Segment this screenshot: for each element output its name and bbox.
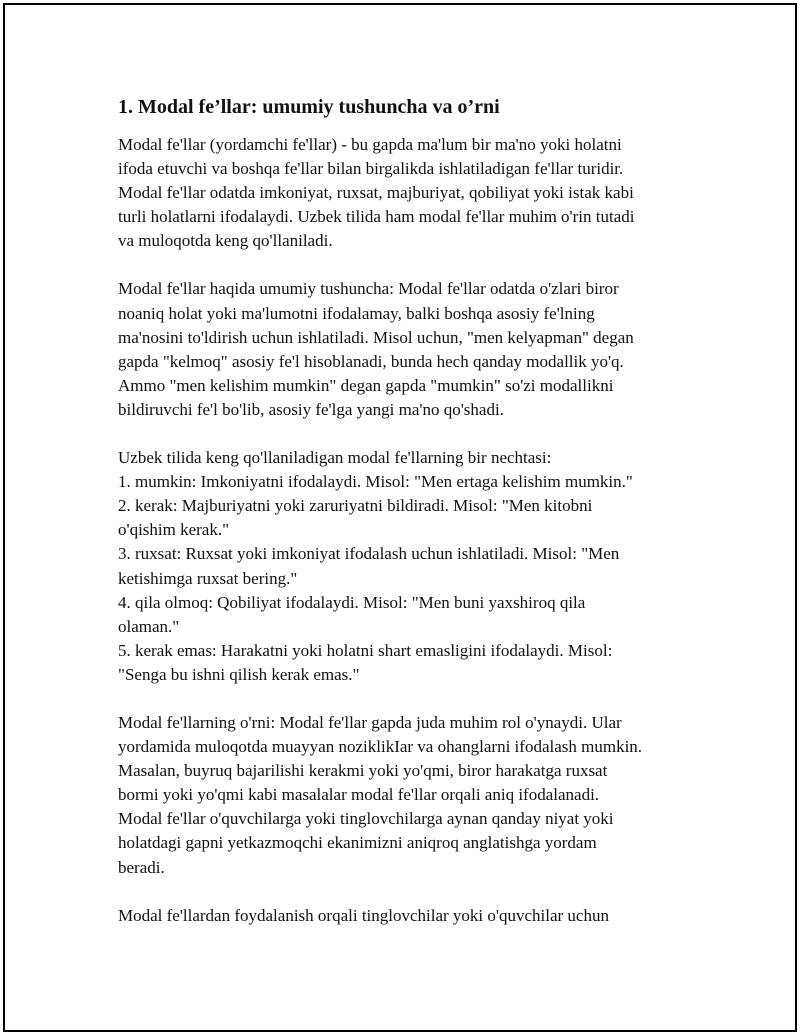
text-line: ketishimga ruxsat bering.": [118, 568, 298, 588]
paragraph-container: [118, 133, 698, 928]
text-line: gapda "kelmoq" asosiy fe'l hisoblanadi, bunda hech qanday modallik yo'q.: [118, 351, 624, 371]
text-line: 2. kerak: Majburiyatni yoki zaruriyatni bildiradi. Misol: "Men kitobni: [118, 496, 593, 516]
text-line: Ammo "men kelishim mumkin" degan gapda "mumkin" so'zi modallikni: [118, 375, 614, 395]
text-line: Modal fe'llardan foydalanish orqali tinglovchilar yoki o'quvchilar uchun: [118, 905, 609, 925]
text-line: ma'nosini to'ldirish uchun ishlatiladi. Misol uchun, "men kelyapman" degan: [118, 327, 634, 347]
text-line: Uzbek tilida keng qo'llaniladigan modal fe'llarning bir nechtasi:: [118, 448, 552, 468]
text-line: va muloqotda keng qo'llaniladi.: [118, 231, 333, 251]
text-line: noaniq holat yoki ma'lumotni ifodalamay, balki boshqa asosiy fe'lning: [118, 303, 595, 323]
text-line: ifoda etuvchi va boshqa fe'llar bilan birgalikda ishlatiladigan fe'llar turidir.: [118, 159, 624, 179]
text-line: Modal fe'llar haqida umumiy tushuncha: Modal fe'llar odatda o'zlari biror: [118, 279, 619, 299]
text-line: yordamida muloqotda muayyan noziklikIar va ohanglarni ifodalash mumkin.: [118, 737, 643, 757]
paragraph-3: [118, 446, 698, 687]
text-line: bildiruvchi fe'l bo'lib, asosiy fe'lga yangi ma'no qo'shadi.: [118, 399, 504, 419]
text-line: "Senga bu ishni qilish kerak emas.": [118, 664, 360, 684]
text-line: beradi.: [118, 857, 165, 877]
text-line: 3. ruxsat: Ruxsat yoki imkoniyat ifodalash uchun ishlatiladi. Misol: "Men: [118, 544, 620, 564]
text-line: olaman.": [118, 616, 180, 636]
text-line: 5. kerak emas: Harakatni yoki holatni shart emasligini ifodalaydi. Misol:: [118, 640, 613, 660]
paragraph-5: [118, 904, 698, 928]
text-line: Modal fe'llar odatda imkoniyat, ruxsat, majburiyat, qobiliyat yoki istak kabi: [118, 183, 634, 203]
text-line: o'qishim kerak.": [118, 520, 230, 540]
document-title: 1. Modal fe’llar: umumiy tushuncha va o’rni: [118, 96, 500, 118]
text-line: Modal fe'llar (yordamchi fe'llar) - bu gapda ma'lum bir ma'no yoki holatni: [118, 135, 622, 154]
text-line: Modal fe'llarning o'rni: Modal fe'llar gapda juda muhim rol o'ynaydi. Ular: [118, 712, 622, 732]
paragraph-4: [118, 711, 698, 880]
text-line: bormi yoki yo'qmi kabi masalalar modal fe'llar orqali aniq ifodalanadi.: [118, 785, 600, 805]
text-line: Modal fe'llar o'quvchilarga yoki tinglovchilarga aynan qanday niyat yoki: [118, 809, 614, 829]
paragraph-2: [118, 277, 698, 422]
text-line: 4. qila olmoq: Qobiliyat ifodalaydi. Misol: "Men buni yaxshiroq qila: [118, 592, 586, 612]
text-line: holatdagi gapni yetkazmoqchi ekanimizni aniqroq anglatishga yordam: [118, 833, 597, 853]
document-body: [118, 93, 698, 952]
text-line: Masalan, buyruq bajarilishi kerakmi yoki yo'qmi, biror harakatga ruxsat: [118, 761, 608, 781]
text-line: turli holatlarni ifodalaydi. Uzbek tilida ham modal fe'llar muhim o'rin tutadi: [118, 207, 635, 227]
paragraph-1: [118, 133, 698, 253]
text-line: 1. mumkin: Imkoniyatni ifodalaydi. Misol: "Men ertaga kelishim mumkin.": [118, 472, 633, 492]
